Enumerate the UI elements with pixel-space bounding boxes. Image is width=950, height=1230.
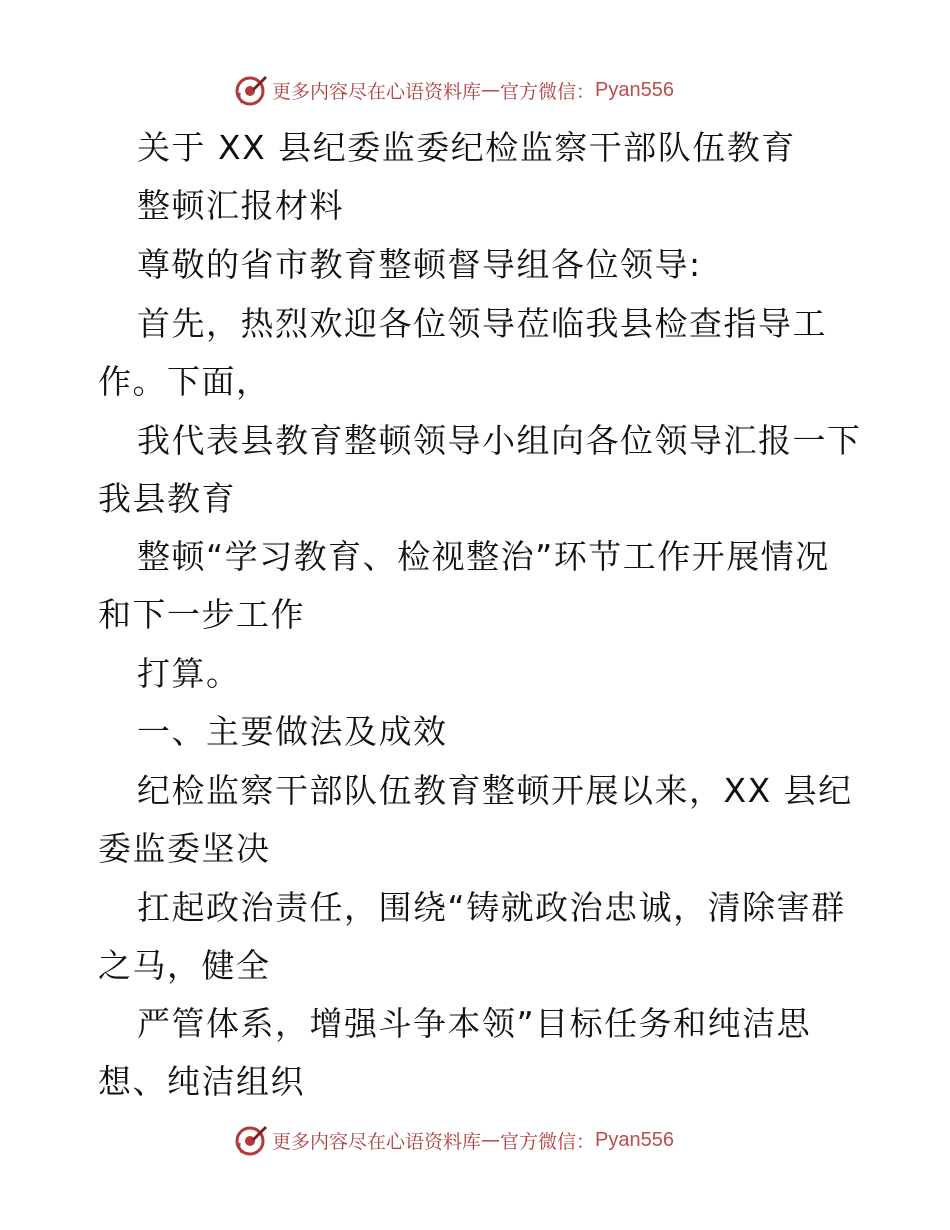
body-line: 严管体系，增强斗争本领”目标任务和纯洁思 [137,1004,812,1043]
quill-logo-icon [234,73,268,107]
body-line: 和下一步工作 [98,595,305,634]
banner-label: 官方微信： [500,80,596,103]
banner-text: 更多内容尽在心语资料库 [272,80,482,103]
document-title-line-2: 整顿汇报材料 [137,186,344,225]
banner-label: 官方微信： [500,1130,596,1153]
banner-text: 更多内容尽在心语资料库 [272,1130,482,1153]
salutation: 尊敬的省市教育整顿督导组各位领导: [137,245,702,284]
body-line: 我代表县教育整顿领导小组向各位领导汇报一下 [137,421,862,460]
footer-watermark [234,1122,674,1158]
body-line: 扛起政治责任，围绕“铸就政治忠诚，清除害群 [137,888,846,927]
body-line: 想、纯洁组织 [98,1062,305,1101]
document-title-line-1: 关于 XX 县纪委监委纪检监察干部队伍教育 [137,128,796,167]
body-line: 作。下面， [98,362,271,401]
body-line: 委监委坚决 [98,829,271,868]
body-line: 之马，健全 [98,946,271,985]
banner-separator: — [481,79,501,101]
header-watermark [234,72,674,108]
quill-logo-icon [234,1123,268,1157]
body-line: 首先，热烈欢迎各位领导莅临我县检查指导工 [137,304,827,343]
banner-separator: — [481,1129,501,1151]
banner-wechat-id: Pyan556 [595,1128,674,1151]
body-line: 打算。 [137,654,241,693]
body-line: 整顿“学习教育、检视整治”环节工作开展情况 [137,537,830,576]
body-line: 我县教育 [98,479,236,518]
body-line: 纪检监察干部队伍教育整顿开展以来，XX 县纪 [137,771,853,810]
banner-wechat-id: Pyan556 [595,78,674,101]
section-heading: 一、主要做法及成效 [137,712,448,751]
